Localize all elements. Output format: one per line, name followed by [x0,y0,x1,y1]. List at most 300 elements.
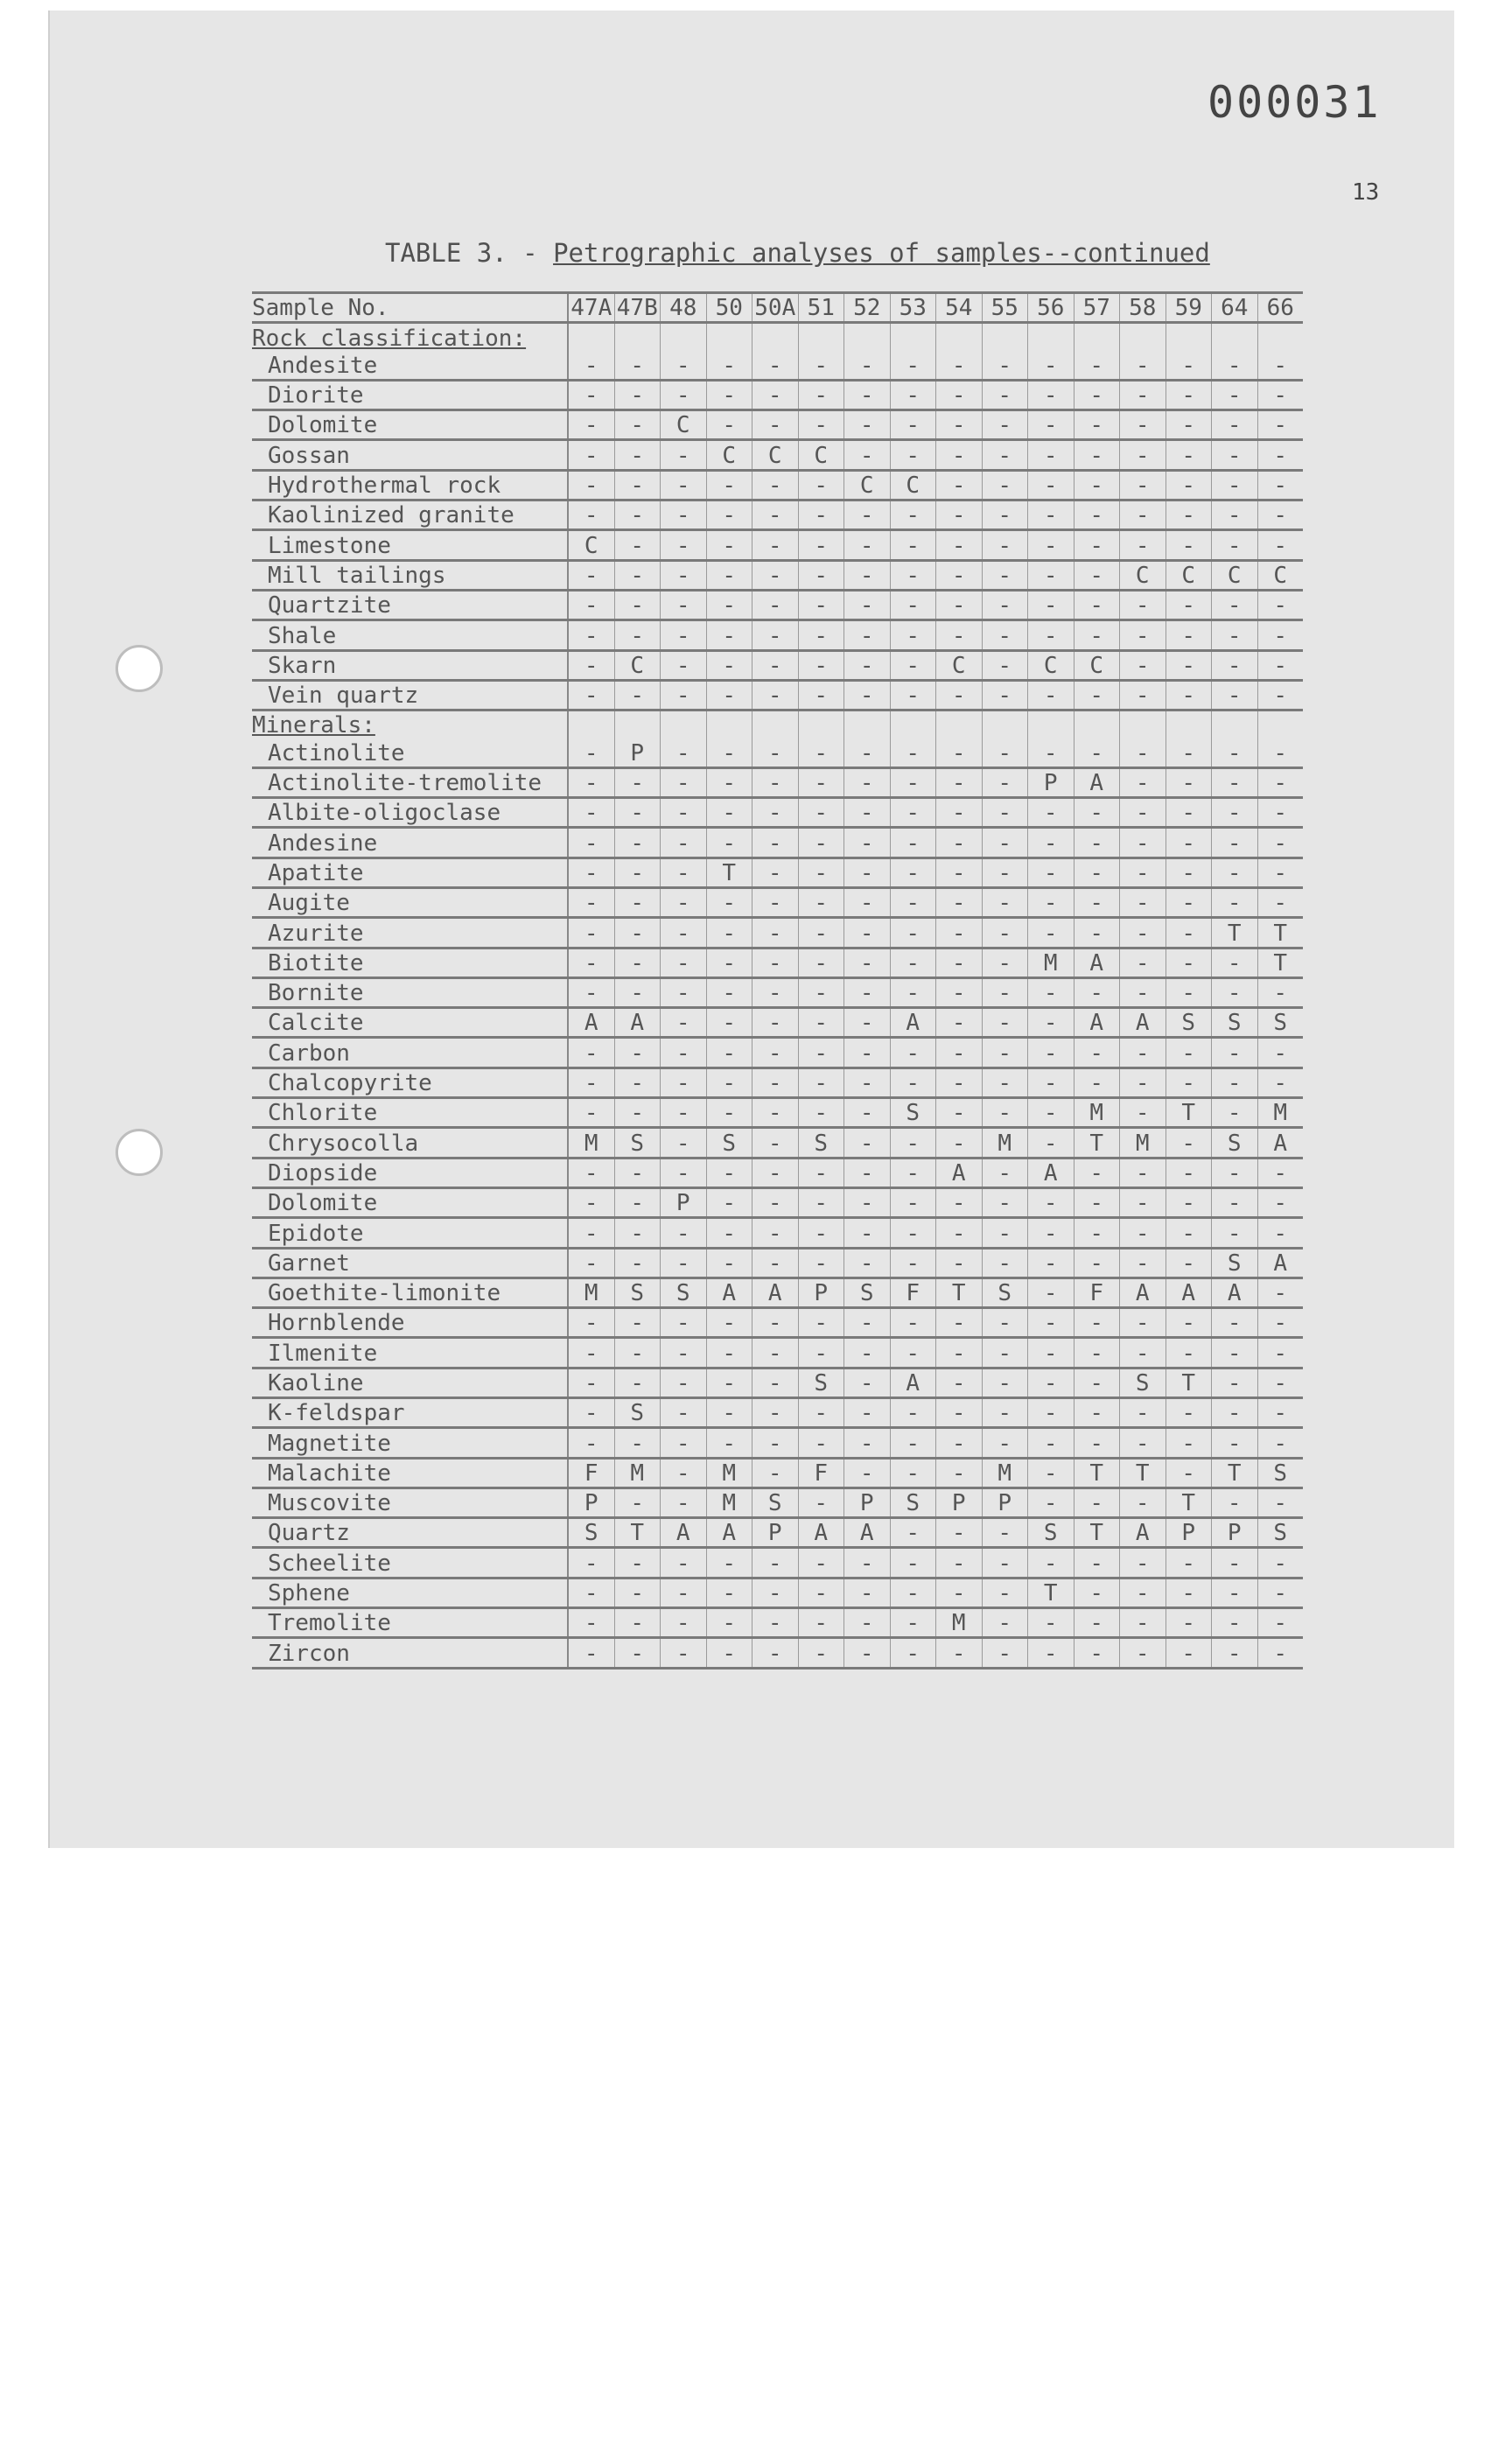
table-cell: - [706,1638,752,1668]
table-cell: - [1212,1098,1258,1128]
table-cell: T [1257,948,1303,977]
table-cell: - [614,1158,661,1187]
table-cell: - [614,977,661,1007]
rock-name: Diorite [252,380,568,410]
table-cell: - [890,1458,936,1488]
table-cell: - [936,352,983,381]
table-cell: - [1166,352,1212,381]
table-cell: - [890,380,936,410]
table-cell: - [1074,1338,1120,1368]
table-cell: - [1120,858,1166,887]
table-cell: M [982,1458,1028,1488]
table-cell: - [706,1428,752,1458]
table-cell: - [798,1187,844,1217]
table-cell: - [798,1338,844,1368]
empty-cell [890,710,936,739]
table-cell: - [568,1397,614,1427]
table-cell: C [1212,560,1258,590]
table-cell: - [844,887,891,917]
table-cell: - [1257,680,1303,710]
table-cell: - [1257,977,1303,1007]
table-cell: A [706,1278,752,1307]
table-cell: - [1028,410,1074,440]
empty-cell [706,323,752,352]
table-cell: - [1212,530,1258,560]
mineral-name: Chalcopyrite [252,1068,568,1097]
table-cell: - [890,1158,936,1187]
table-cell: - [798,1488,844,1517]
table-cell: - [1166,680,1212,710]
table-cell: - [1074,500,1120,530]
table-cell: M [1120,1128,1166,1158]
table-cell: - [568,1368,614,1397]
empty-cell [568,710,614,739]
table-cell: S [1257,1518,1303,1548]
table-cell: - [568,1308,614,1338]
table-cell: S [661,1278,707,1307]
table-cell: - [1074,1158,1120,1187]
table-cell: T [1074,1458,1120,1488]
table-cell: - [936,1038,983,1068]
table-cell: - [1257,380,1303,410]
table-cell: - [890,798,936,828]
table-cell: - [1257,530,1303,560]
table-cell: - [936,858,983,887]
table-cell: - [1074,977,1120,1007]
table-cell: - [1257,828,1303,858]
table-cell: - [982,1038,1028,1068]
table-cell: - [936,1548,983,1578]
table-cell: - [1257,1578,1303,1607]
table-cell: - [614,828,661,858]
table-cell: - [798,1608,844,1638]
table-cell: - [844,530,891,560]
table-cell: - [706,1218,752,1248]
table-cell: - [661,1218,707,1248]
table-cell: - [890,977,936,1007]
table-cell: A [614,1008,661,1038]
table-cell: - [661,1098,707,1128]
mineral-name: Ilmenite [252,1338,568,1368]
table-cell: A [936,1158,983,1187]
table-cell: - [1166,590,1212,620]
table-cell: - [1257,1638,1303,1668]
table-cell: - [844,828,891,858]
table-cell: - [936,1068,983,1097]
table-cell: - [1166,1397,1212,1427]
table-cell: - [752,887,799,917]
table-cell: - [982,352,1028,381]
table-cell: - [844,1638,891,1668]
mineral-name: Andesine [252,828,568,858]
table-cell: - [844,1248,891,1278]
table-cell: - [982,918,1028,948]
table-cell: - [1074,470,1120,500]
table-cell: - [1212,380,1258,410]
table-cell: - [614,380,661,410]
table-cell: - [752,1218,799,1248]
table-cell: - [661,380,707,410]
table-cell: - [661,560,707,590]
table-cell: - [982,1218,1028,1248]
table-cell: P [614,738,661,767]
table-cell: - [1212,1548,1258,1578]
mineral-row [252,1038,1303,1068]
table-cell: - [752,620,799,650]
table-cell: - [752,1638,799,1668]
table-cell: - [1120,440,1166,470]
table-cell: - [1120,1158,1166,1187]
mineral-name: Biotite [252,948,568,977]
table-cell: - [890,620,936,650]
table-cell: - [844,500,891,530]
table-cell: - [1257,440,1303,470]
rock-name: Vein quartz [252,680,568,710]
table-cell: - [982,1578,1028,1607]
mineral-row [252,1218,1303,1248]
empty-cell [1074,323,1120,352]
table-cell: - [1257,1068,1303,1097]
header-row [252,293,1303,323]
table-cell: - [614,858,661,887]
binder-hole-top [116,645,163,692]
table-cell: - [1166,948,1212,977]
header-label: Sample No. [252,293,568,323]
table-cell: - [1120,1038,1166,1068]
mineral-row [252,1548,1303,1578]
table-cell: - [890,500,936,530]
table-cell: - [844,1458,891,1488]
table-cell: - [614,1187,661,1217]
table-cell: A [1120,1518,1166,1548]
table-cell: - [1028,738,1074,767]
table-cell: - [1166,738,1212,767]
table-cell: - [752,977,799,1007]
table-cell: - [568,1638,614,1668]
sample-header-50A: 50A [752,293,799,323]
table-cell: - [936,1098,983,1128]
table-cell: - [936,1308,983,1338]
rock-section-label: Rock classification: [252,323,568,352]
table-cell: - [614,1248,661,1278]
table-cell: - [568,828,614,858]
table-cell: - [1074,1248,1120,1278]
table-cell: - [936,918,983,948]
table-cell: - [614,352,661,381]
empty-cell [890,323,936,352]
table-cell: - [1257,1338,1303,1368]
table-cell: - [844,858,891,887]
sample-header-58: 58 [1120,293,1166,323]
table-cell: - [1212,1638,1258,1668]
table-cell: C [936,650,983,680]
table-cell: - [890,352,936,381]
table-cell: - [1074,1068,1120,1097]
table-cell: - [1212,500,1258,530]
table-cell: P [568,1488,614,1517]
table-cell: - [1074,798,1120,828]
table-cell: - [706,1608,752,1638]
mineral-name: Chrysocolla [252,1128,568,1158]
rock-name: Skarn [252,650,568,680]
table-cell: - [798,1218,844,1248]
table-cell: - [614,798,661,828]
table-cell: - [752,948,799,977]
table-cell: - [982,560,1028,590]
table-cell: - [844,410,891,440]
table-cell: C [1074,650,1120,680]
table-cell: - [752,1098,799,1128]
table-cell: P [1028,767,1074,797]
table-cell: - [982,858,1028,887]
table-cell: M [1257,1098,1303,1128]
mineral-name: Albite-oligoclase [252,798,568,828]
table-cell: - [752,590,799,620]
table-cell: - [752,798,799,828]
table-cell: - [1257,1608,1303,1638]
mineral-name: Dolomite [252,1187,568,1217]
table-cell: - [1028,858,1074,887]
table-cell: - [568,798,614,828]
table-cell: - [661,1008,707,1038]
table-cell: - [1212,1308,1258,1338]
table-cell: - [890,410,936,440]
table-cell: - [1120,470,1166,500]
table-cell: - [568,767,614,797]
table-cell: S [1166,1008,1212,1038]
table-cell: - [706,798,752,828]
table-cell: - [1028,530,1074,560]
table-cell: - [1074,380,1120,410]
table-cell: - [752,1428,799,1458]
table-cell: - [798,767,844,797]
table-cell: S [844,1278,891,1307]
table-cell: - [706,948,752,977]
table-cell: - [752,1128,799,1158]
mineral-name: Augite [252,887,568,917]
empty-cell [1120,323,1166,352]
table-cell: - [844,918,891,948]
mineral-row [252,1368,1303,1397]
mineral-row [252,767,1303,797]
table-cell: C [1257,560,1303,590]
table-cell: - [844,1308,891,1338]
table-cell: - [661,590,707,620]
table-cell: - [706,1397,752,1427]
mineral-name: Sphene [252,1578,568,1607]
table-cell: - [844,1068,891,1097]
table-cell: A [1257,1248,1303,1278]
table-cell: S [798,1368,844,1397]
table-cell: - [982,1548,1028,1578]
table-cell: C [568,530,614,560]
mineral-name: Diopside [252,1158,568,1187]
mineral-row [252,918,1303,948]
table-cell: - [890,1308,936,1338]
table-cell: - [1166,977,1212,1007]
table-cell: - [1120,798,1166,828]
table-cell: - [1028,1218,1074,1248]
table-cell: - [1120,1428,1166,1458]
table-cell: - [890,590,936,620]
mineral-row [252,1338,1303,1368]
table-cell: - [798,680,844,710]
rock-row [252,530,1303,560]
table-cell: - [890,530,936,560]
mineral-name: Azurite [252,918,568,948]
table-cell: - [752,1338,799,1368]
table-cell: - [798,1068,844,1097]
table-cell: - [614,1548,661,1578]
table-cell: - [1166,1548,1212,1578]
minerals-section-label: Minerals: [252,710,568,739]
table-cell: - [936,1338,983,1368]
table-cell: - [890,1338,936,1368]
table-cell: - [1257,1548,1303,1578]
table-cell: - [1120,1068,1166,1097]
mineral-row [252,738,1303,767]
table-cell: - [752,470,799,500]
table-cell: - [752,1068,799,1097]
table-cell: - [1257,650,1303,680]
table-cell: S [568,1518,614,1548]
table-cell: - [706,352,752,381]
table-cell: T [1212,1458,1258,1488]
table-cell: C [890,470,936,500]
mineral-row [252,1008,1303,1038]
table-cell: - [1028,1368,1074,1397]
table-cell: M [614,1458,661,1488]
mineral-name: Muscovite [252,1488,568,1517]
rock-row [252,352,1303,381]
table-cell: - [568,1187,614,1217]
table-cell: F [890,1278,936,1307]
mineral-name: Magnetite [252,1428,568,1458]
table-cell: - [844,680,891,710]
table-cell: - [1074,680,1120,710]
table-cell: - [1074,1488,1120,1517]
table-cell: - [752,858,799,887]
table-cell: - [1074,590,1120,620]
table-cell: - [661,828,707,858]
table-cell: - [890,948,936,977]
table-cell: - [982,828,1028,858]
table-cell: - [982,1518,1028,1548]
table-cell: - [1120,828,1166,858]
table-cell: - [1120,887,1166,917]
table-cell: - [1028,1608,1074,1638]
table-cell: - [936,1368,983,1397]
table-cell: A [1120,1278,1166,1307]
table-cell: - [982,977,1028,1007]
table-cell: - [982,470,1028,500]
table-cell: - [614,470,661,500]
mineral-row [252,798,1303,828]
table-cell: - [706,410,752,440]
table-cell: - [844,1548,891,1578]
table-cell: - [890,858,936,887]
rock-row [252,470,1303,500]
sample-header-50: 50 [706,293,752,323]
table-cell: - [1212,828,1258,858]
table-cell: - [1028,680,1074,710]
mineral-name: Actinolite-tremolite [252,767,568,797]
table-cell: - [1074,1218,1120,1248]
table-cell: - [1074,1038,1120,1068]
table-cell: - [1120,948,1166,977]
table-cell: F [1074,1278,1120,1307]
table-cell: - [890,1518,936,1548]
sample-header-64: 64 [1212,293,1258,323]
table-cell: - [890,887,936,917]
sample-header-52: 52 [844,293,891,323]
table-cell: - [706,1308,752,1338]
mineral-row [252,1068,1303,1097]
table-cell: - [614,948,661,977]
table-cell: - [936,1218,983,1248]
table-cell: - [1257,1308,1303,1338]
table-cell: - [1166,1158,1212,1187]
table-cell: - [1120,650,1166,680]
table-cell: - [1212,1428,1258,1458]
table-cell: - [661,767,707,797]
table-cell: - [844,948,891,977]
table-cell: - [568,977,614,1007]
mineral-name: Chlorite [252,1098,568,1128]
table-cell: - [568,1098,614,1128]
rock-name: Kaolinized granite [252,500,568,530]
table-cell: - [844,560,891,590]
table-cell: - [614,620,661,650]
table-cell: - [982,1248,1028,1278]
table-cell: T [1166,1488,1212,1517]
table-cell: M [936,1608,983,1638]
table-cell: - [936,1578,983,1607]
mineral-row [252,1278,1303,1307]
table-cell: - [1074,352,1120,381]
table-cell: - [568,650,614,680]
table-cell: A [1120,1008,1166,1038]
table-cell: - [1120,680,1166,710]
empty-cell [844,710,891,739]
rock-name: Shale [252,620,568,650]
table-cell: - [752,650,799,680]
empty-cell [1028,323,1074,352]
table-cell: - [890,680,936,710]
table-cell: T [614,1518,661,1548]
table-cell: - [661,620,707,650]
table-cell: P [661,1187,707,1217]
table-cell: - [1074,828,1120,858]
rock-name: Mill tailings [252,560,568,590]
table-cell: - [568,1248,614,1278]
table-cell: - [752,1248,799,1278]
table-cell: - [798,1428,844,1458]
table-cell: - [1120,410,1166,440]
table-cell: - [1166,380,1212,410]
mineral-name: Epidote [252,1218,568,1248]
table-cell: - [890,1578,936,1607]
table-cell: - [568,918,614,948]
mineral-row [252,1098,1303,1128]
table-cell: - [982,500,1028,530]
table-cell: C [844,470,891,500]
sample-header-51: 51 [798,293,844,323]
table-cell: - [568,560,614,590]
table-cell: - [752,500,799,530]
table-cell: - [1074,858,1120,887]
table-cell: M [982,1128,1028,1158]
